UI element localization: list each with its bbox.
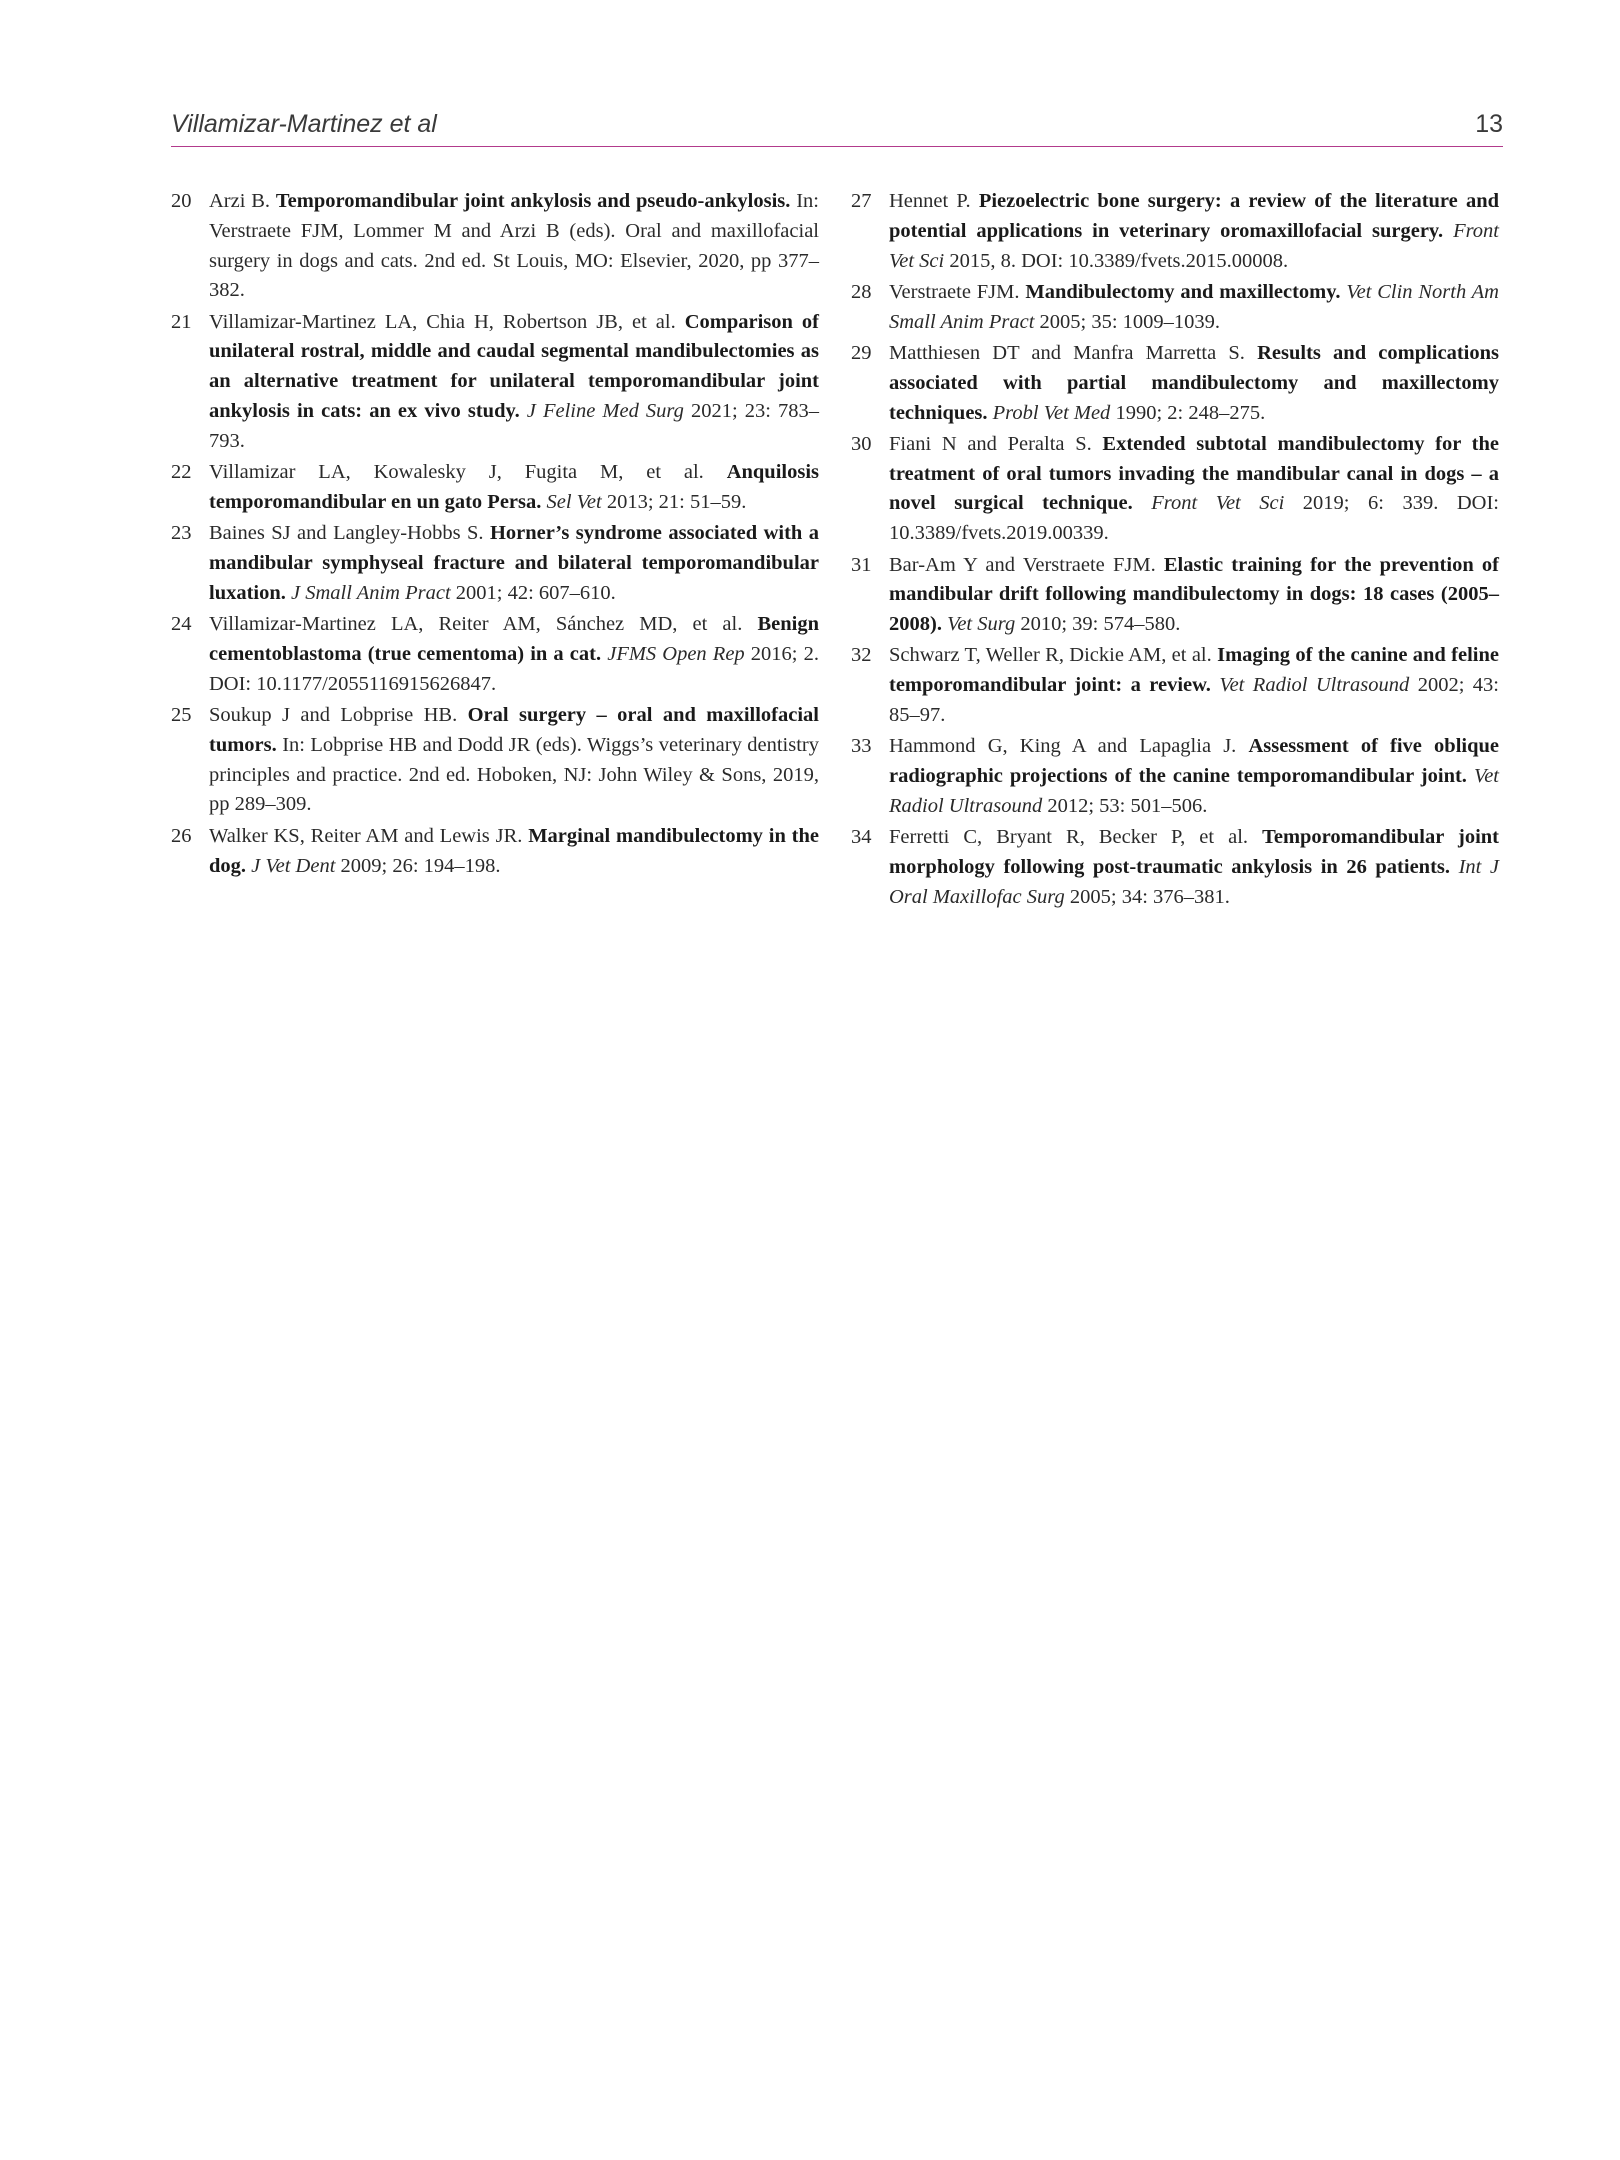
reference-authors: Villamizar LA, Kowalesky J, Fugita M, et al. <box>209 461 727 484</box>
reference-title: Piezoelectric bone surgery: a review of the literature and potential applications in veterinary oromaxillofacial surgery. <box>889 190 1500 242</box>
reference-details: 2010; 39: 574–580. <box>1015 613 1181 636</box>
reference-entry <box>171 701 819 820</box>
running-head: Villamizar-Martinez et al <box>171 110 437 138</box>
reference-title: Comparison of unilateral rostral, middle and caudal segmental mandibulectomies as an alternative treatment for unilateral temporomandibular joint ankylosis in cats: an ex vivo study. <box>209 310 819 423</box>
reference-journal: J Feline Med Surg <box>519 400 684 423</box>
reference-authors: Walker KS, Reiter AM and Lewis JR. <box>209 824 529 847</box>
reference-authors: Villamizar-Martinez LA, Reiter AM, Sánchez MD, et al. <box>209 613 758 636</box>
reference-list-right <box>851 187 1499 914</box>
reference-journal: Front Vet Sci <box>889 219 1500 272</box>
reference-number: 29 <box>851 341 872 364</box>
reference-title: Extended subtotal mandibulectomy for the treatment of oral tumors invading the mandibular canal in dogs – a novel surgical technique. <box>889 432 1499 515</box>
reference-title: Horner’s syndrome associated with a mandibular symphyseal fracture and bilateral temporomandibular luxation. <box>209 522 820 604</box>
reference-entry <box>851 278 1499 338</box>
reference-number: 27 <box>851 190 872 212</box>
reference-journal: Vet Radiol Ultrasound <box>1210 674 1410 697</box>
reference-entry <box>851 430 1499 549</box>
reference-authors: Fiani N and Peralta S. <box>889 432 1103 455</box>
reference-authors: Schwarz T, Weller R, Dickie AM, et al. <box>889 644 1218 667</box>
reference-number: 24 <box>171 613 192 636</box>
reference-details: 2002; 43: 85–97. <box>889 674 1499 727</box>
reference-details: 2001; 42: 607–610. <box>450 581 616 604</box>
reference-details: In: Lobprise HB and Dodd JR (eds). Wiggs’s veterinary dentistry principles and practice. 2nd ed. Hoboken, NJ: John Wiley & Sons, 2019, pp 289–309. <box>209 733 819 816</box>
reference-entry <box>851 187 1499 276</box>
reference-number: 21 <box>171 310 192 333</box>
reference-title: Benign cementoblastoma (true cementoma) in a cat. <box>209 613 819 665</box>
reference-authors: Ferretti C, Bryant R, Becker P, et al. <box>889 826 1263 849</box>
reference-journal: J Vet Dent <box>246 854 336 877</box>
reference-title: Imaging of the canine and feline temporomandibular joint: a review. <box>889 644 1499 697</box>
reference-authors: Soukup J and Lobprise HB. <box>209 704 468 727</box>
reference-title: Assessment of five oblique radiographic projections of the canine temporomandibular joint. <box>889 735 1499 788</box>
reference-number: 26 <box>171 824 192 847</box>
reference-authors: Hammond G, King A and Lapaglia J. <box>889 735 1249 758</box>
reference-details: 2012; 53: 501–506. <box>1042 794 1208 817</box>
reference-title: Oral surgery – oral and maxillofacial tumors. <box>209 704 819 756</box>
reference-number: 32 <box>851 644 872 667</box>
reference-title: Marginal mandibulectomy in the dog. <box>209 824 819 877</box>
reference-authors: Villamizar-Martinez LA, Chia H, Robertson JB, et al. <box>209 310 685 333</box>
reference-number: 25 <box>171 704 192 727</box>
reference-entry <box>171 519 819 608</box>
reference-number: 30 <box>851 432 872 455</box>
reference-authors: Baines SJ and Langley-Hobbs S. <box>209 522 490 545</box>
reference-details: 1990; 2: 248–275. <box>1110 401 1266 424</box>
reference-entry <box>851 551 1499 640</box>
reference-details: 2021; 23: 783–793. <box>209 400 819 452</box>
reference-details: 2019; 6: 339. DOI: 10.3389/fvets.2019.00339. <box>889 492 1499 545</box>
reference-journal: JFMS Open Rep <box>601 642 745 665</box>
reference-entry <box>851 339 1499 428</box>
reference-entry <box>851 823 1499 912</box>
reference-authors: Matthiesen DT and Manfra Marretta S. <box>889 341 1258 364</box>
reference-title: Temporomandibular joint morphology following post-traumatic ankylosis in 26 patients. <box>889 826 1499 879</box>
reference-entry <box>851 732 1499 821</box>
reference-details: 2016; 2. DOI: 10.1177/2055116915626847. <box>209 642 819 695</box>
reference-journal: Vet Surg <box>941 613 1016 636</box>
reference-entry <box>171 308 819 457</box>
reference-number: 20 <box>171 190 192 212</box>
reference-journal: Front Vet Sci <box>1132 492 1285 515</box>
reference-title: Results and complications associated with partial mandibulectomy and maxillectomy techniques. <box>889 341 1499 424</box>
reference-title: Temporomandibular joint ankylosis and pseudo-ankylosis. <box>275 190 791 212</box>
reference-entry <box>171 187 819 306</box>
page-header <box>171 108 1503 147</box>
reference-entry <box>171 458 819 518</box>
reference-journal: Int J Oral Maxillofac Surg <box>889 856 1499 908</box>
reference-details: 2013; 21: 51–59. <box>601 490 747 513</box>
reference-entry <box>171 822 819 882</box>
reference-number: 22 <box>171 461 192 484</box>
reference-entry <box>171 610 819 699</box>
reference-details: 2005; 35: 1009–1039. <box>1034 310 1221 333</box>
reference-title: Mandibulectomy and maxillectomy. <box>1025 280 1341 303</box>
reference-details: In: Verstraete FJM, Lommer M and Arzi B (eds). Oral and maxillofacial surgery in dogs and cats. 2nd ed. St Louis, MO: Elsevier, 2020, pp 377–382. <box>209 190 819 302</box>
reference-journal: Vet Clin North Am Small Anim Pract <box>889 280 1499 333</box>
reference-number: 33 <box>851 735 872 758</box>
reference-title: Elastic training for the prevention of mandibular drift following mandibulectomy in dogs: 18 cases (2005–2008). <box>889 553 1499 636</box>
reference-number: 34 <box>851 826 872 849</box>
reference-journal: Sel Vet <box>541 490 602 513</box>
reference-number: 28 <box>851 280 872 303</box>
reference-details: 2005; 34: 376–381. <box>1064 885 1230 908</box>
reference-list-left <box>171 187 819 883</box>
reference-title: Anquilosis temporomandibular en un gato Persa. <box>209 461 819 513</box>
reference-authors: Hennet P. <box>889 190 979 212</box>
reference-journal: J Small Anim Pract <box>285 581 451 604</box>
reference-authors: Bar-Am Y and Verstraete FJM. <box>889 553 1164 576</box>
reference-authors: Arzi B. <box>209 190 276 212</box>
reference-details: 2009; 26: 194–198. <box>335 854 501 877</box>
page-number: 13 <box>1475 110 1503 138</box>
reference-journal: Vet Radiol Ultrasound <box>889 765 1499 817</box>
reference-number: 23 <box>171 522 192 545</box>
reference-authors: Verstraete FJM. <box>889 280 1026 303</box>
reference-entry <box>851 641 1499 730</box>
reference-details: 2015, 8. DOI: 10.3389/fvets.2015.00008. <box>944 249 1289 272</box>
reference-number: 31 <box>851 553 872 576</box>
reference-journal: Probl Vet Med <box>987 401 1111 424</box>
